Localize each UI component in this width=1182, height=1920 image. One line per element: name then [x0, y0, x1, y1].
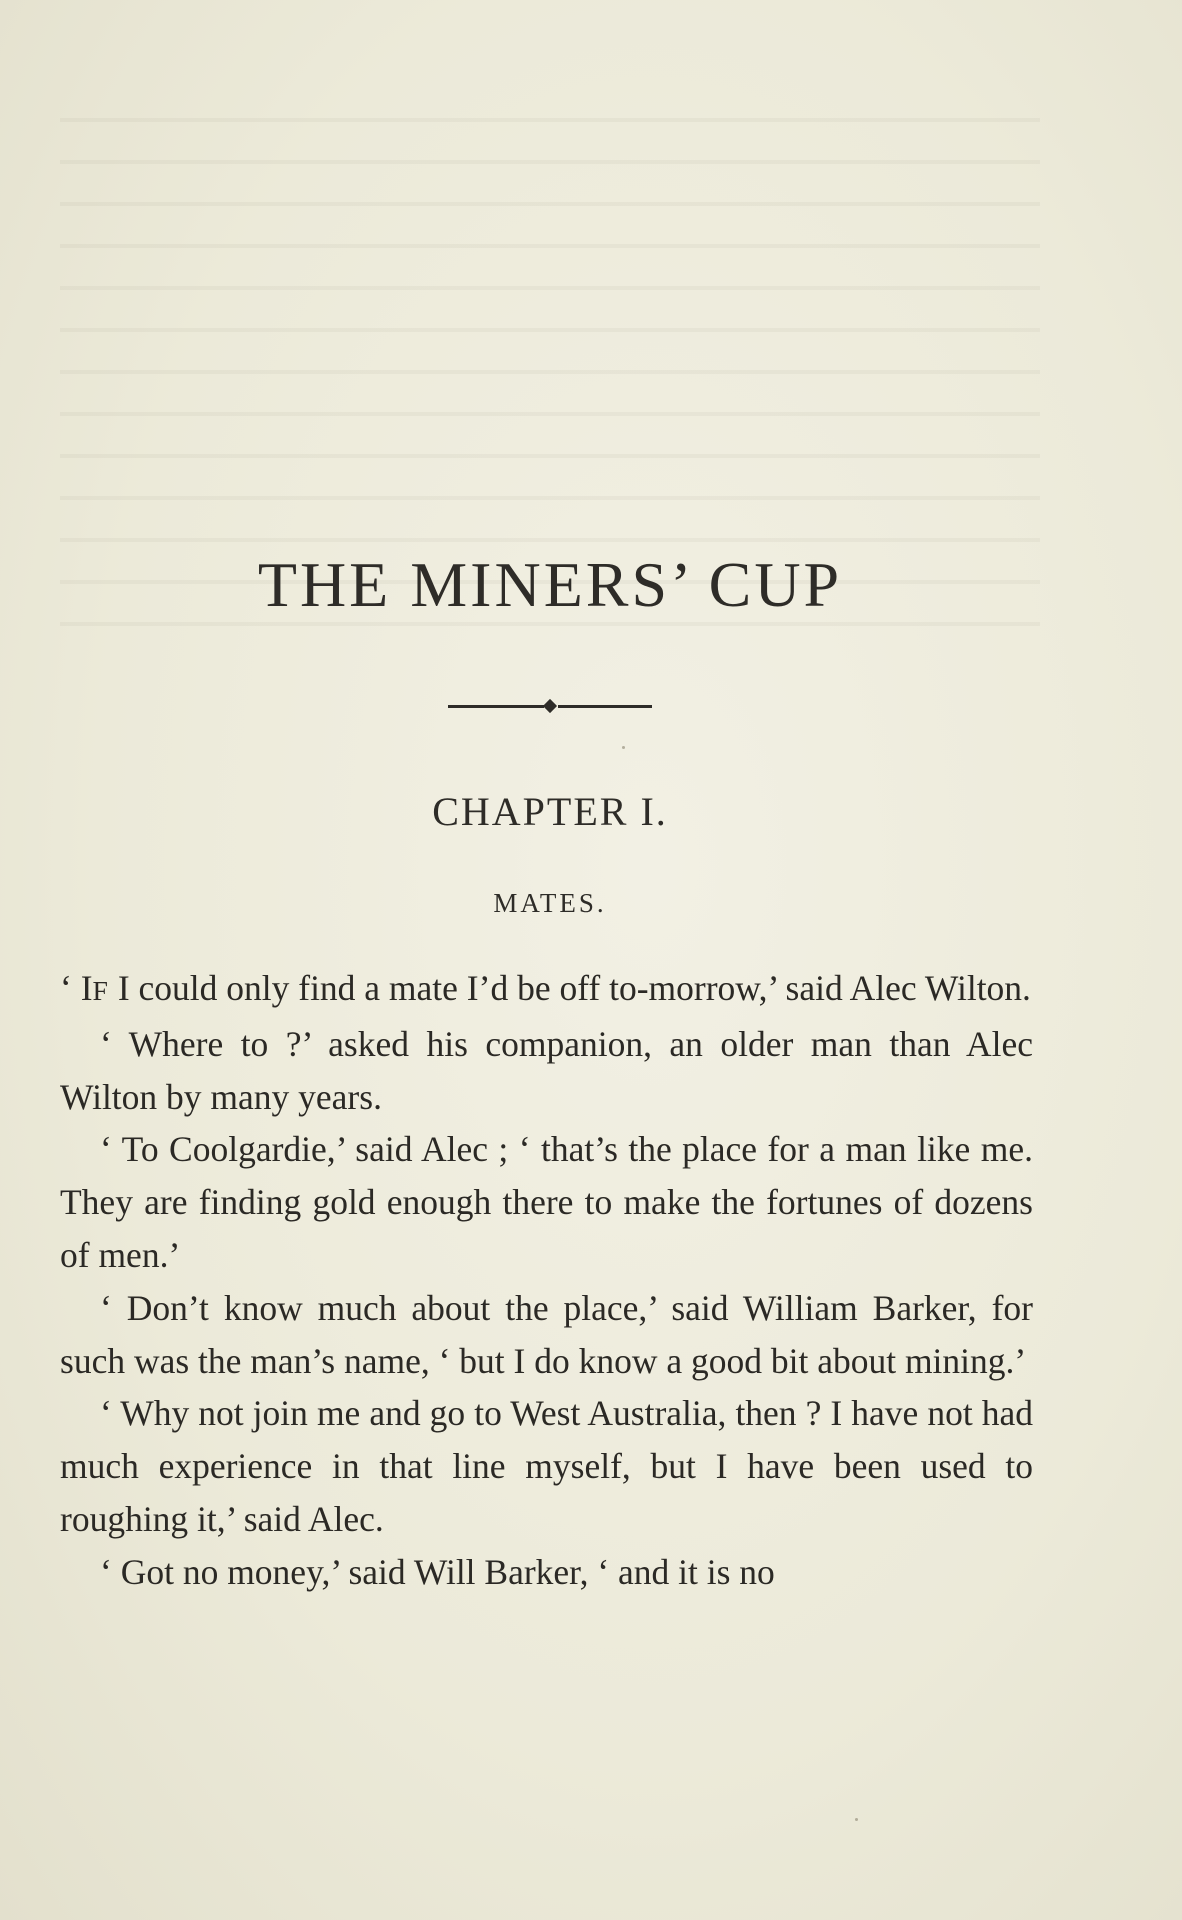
paper-speck [622, 746, 625, 749]
book-title: THE MINERS’ CUP [257, 549, 843, 620]
body-text [60, 962, 1033, 1599]
paragraph: ‘ Got no money,’ said Will Barker, ‘ and it is no [100, 1551, 775, 1592]
paragraph: ‘ Don’t know much about the place,’ said William Barker, for such was the man’s name, ‘ but I do know a good bit about mining.’ [60, 1287, 1033, 1381]
paragraph-text: I could only find a mate I’d be off to-morrow,’ said Alec Wilton. [108, 968, 1031, 1008]
ornament-rule-right [558, 705, 652, 708]
chapter-heading: CHAPTER I. [432, 789, 668, 834]
ornament-rule-left [448, 705, 544, 708]
title-ornament [448, 700, 652, 712]
paragraph: ‘ Why not join me and go to West Australia, then ? I have not had much experience in that line myself, but I have been used to roughing it,’ said Alec. [60, 1393, 1033, 1539]
opening-letter: ‘ I [60, 968, 93, 1008]
ornament-diamond [543, 699, 557, 713]
paragraph [60, 962, 1033, 1018]
paper-speck [855, 1818, 858, 1821]
section-heading: MATES. [493, 888, 607, 918]
opening-smallcaps: F [92, 975, 109, 1006]
paragraph: ‘ Where to ?’ asked his companion, an older man than Alec Wilton by many years. [60, 1023, 1033, 1117]
paragraph: ‘ To Coolgardie,’ said Alec ; ‘ that’s the place for a man like me. They are finding gold enough there to make the fortunes of dozens of men.’ [60, 1129, 1033, 1275]
